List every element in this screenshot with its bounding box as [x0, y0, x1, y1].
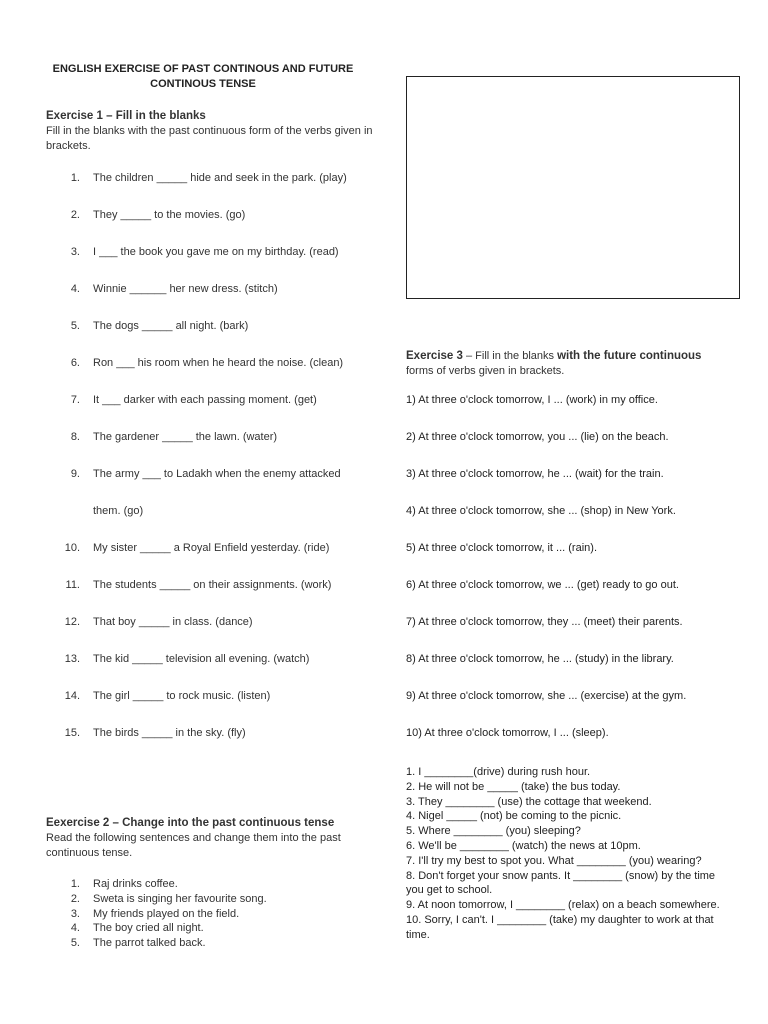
- item-text: They _____ to the movies. (go): [93, 209, 246, 221]
- item-text: Winnie ______ her new dress. (stitch): [93, 283, 278, 295]
- list-item: [46, 652, 376, 689]
- item-number: 1.: [70, 172, 80, 184]
- item-text: That boy _____ in class. (dance): [93, 616, 253, 628]
- list-item: 7. I'll try my best to spot you. What ________ (you) wearing?: [406, 854, 702, 867]
- list-item: [46, 921, 376, 936]
- item-number: 4.: [70, 922, 80, 935]
- item-number: 5.: [70, 320, 80, 332]
- list-item: 7) At three o'clock tomorrow, they ... (meet) their parents.: [406, 616, 683, 628]
- item-text: My sister _____ a Royal Enfield yesterday. (ride): [93, 542, 330, 554]
- item-text: The girl _____ to rock music. (listen): [93, 690, 271, 702]
- exercise3-header: [406, 349, 736, 379]
- item-text: The gardener _____ the lawn. (water): [93, 431, 278, 443]
- item-number: 12.: [64, 616, 80, 628]
- list-item: 4. Nigel _____ (not) be coming to the picnic.: [406, 810, 622, 823]
- list-item: 8. Don't forget your snow pants. It ________ (snow) by the time you get to school.: [406, 869, 716, 897]
- item-number: 13.: [64, 653, 80, 665]
- item-text: The kid _____ television all evening. (watch): [93, 653, 310, 665]
- list-item: 9. At noon tomorrow, I ________ (relax) on a beach somewhere.: [406, 899, 720, 912]
- item-text: The army ___ to Ladakh when the enemy attacked: [93, 468, 341, 480]
- item-number: 5.: [70, 937, 80, 950]
- item-number: 3.: [70, 246, 80, 258]
- list-item: 5) At three o'clock tomorrow, it ... (rain).: [406, 542, 597, 554]
- list-item: [46, 726, 376, 763]
- exercise2-header: [46, 816, 366, 861]
- list-item: 2. He will not be _____ (take) the bus today.: [406, 780, 621, 793]
- item-text: Raj drinks coffee.: [93, 878, 178, 890]
- item-number: 15.: [64, 727, 80, 739]
- item-text: The children _____ hide and seek in the park. (play): [93, 172, 347, 184]
- item-text: The dogs _____ all night. (bark): [93, 320, 249, 332]
- exercise3-list: [406, 393, 746, 763]
- list-item: 9) At three o'clock tomorrow, she ... (exercise) at the gym.: [406, 690, 687, 702]
- item-number: 3.: [70, 907, 80, 920]
- list-item: 3) At three o'clock tomorrow, he ... (wait) for the train.: [406, 468, 664, 480]
- list-item: [46, 877, 376, 892]
- exercise3-heading-bold: with the future continuous: [557, 350, 702, 362]
- item-number: 10.: [64, 542, 80, 554]
- item-number: 6.: [70, 357, 80, 369]
- image-placeholder-box: [406, 76, 740, 299]
- list-item: [46, 578, 376, 615]
- item-number: 11.: [65, 579, 80, 591]
- list-item: 1) At three o'clock tomorrow, I ... (work) in my office.: [406, 394, 658, 406]
- list-item: [46, 689, 376, 726]
- exercise3-heading-rest: forms of verbs given in brackets.: [406, 365, 565, 377]
- list-item: 6. We'll be ________ (watch) the news at 10pm.: [406, 839, 641, 852]
- list-item: 8) At three o'clock tomorrow, he ... (study) in the library.: [406, 653, 674, 665]
- list-item: [46, 615, 376, 652]
- list-item: 6) At three o'clock tomorrow, we ... (get) ready to go out.: [406, 579, 679, 591]
- item-text: The boy cried all night.: [93, 922, 204, 935]
- item-number: 14.: [64, 690, 80, 702]
- list-item: 2) At three o'clock tomorrow, you ... (lie) on the beach.: [406, 431, 669, 443]
- exercise1-list: [46, 171, 376, 763]
- list-item: [46, 504, 376, 541]
- list-item: 1. I ________(drive) during rush hour.: [406, 766, 591, 778]
- exercise4-list: [406, 765, 728, 943]
- item-text: My friends played on the field.: [93, 907, 240, 920]
- list-item: [46, 467, 376, 504]
- item-text: Sweta is singing her favourite song.: [93, 892, 267, 905]
- item-text: them. (go): [93, 505, 144, 517]
- exercise3-heading-mid: – Fill in the blanks: [462, 350, 558, 362]
- list-item: [46, 282, 376, 319]
- list-item: [46, 245, 376, 282]
- list-item: 4) At three o'clock tomorrow, she ... (shop) in New York.: [406, 505, 676, 517]
- list-item: [46, 356, 376, 393]
- exercise1-instructions: Fill in the blanks with the past continuous form of the verbs given in brackets.: [46, 125, 373, 152]
- item-number: 2.: [70, 892, 80, 905]
- exercise1-heading: Exercise 1 – Fill in the blanks: [46, 110, 206, 122]
- list-item: [46, 319, 376, 356]
- item-number: 8.: [70, 431, 80, 443]
- list-item: [46, 907, 376, 922]
- item-number: 2.: [70, 209, 80, 221]
- list-item: [46, 171, 376, 208]
- item-number: 7.: [70, 394, 80, 406]
- exercise2-instructions: Read the following sentences and change them into the past continuous tense.: [46, 832, 341, 859]
- list-item: [46, 208, 376, 245]
- list-item: [46, 541, 376, 578]
- item-text: I ___ the book you gave me on my birthday. (read): [93, 246, 339, 258]
- exercise1-header: [46, 109, 376, 154]
- exercise2-list: [46, 877, 376, 951]
- list-item: 10. Sorry, I can't. I ________ (take) my daughter to work at that time.: [406, 913, 714, 941]
- list-item: [46, 430, 376, 467]
- item-text: The birds _____ in the sky. (fly): [93, 727, 246, 739]
- item-text: The students _____ on their assignments. (work): [93, 579, 332, 591]
- item-text: Ron ___ his room when he heard the noise. (clean): [93, 357, 344, 369]
- item-text: The parrot talked back.: [93, 937, 206, 950]
- item-number: 1.: [70, 878, 80, 890]
- list-item: [46, 936, 376, 951]
- list-item: 10) At three o'clock tomorrow, I ... (sleep).: [406, 727, 609, 739]
- item-number: 4.: [70, 283, 80, 295]
- list-item: [46, 892, 376, 907]
- list-item: 3. They ________ (use) the cottage that weekend.: [406, 795, 652, 808]
- exercise3-heading-label: Exercise 3: [406, 350, 463, 362]
- page-title: ENGLISH EXERCISE OF PAST CONTINOUS AND FUTURE CONTINOUS TENSE: [52, 63, 354, 90]
- list-item: 5. Where ________ (you) sleeping?: [406, 825, 581, 838]
- exercise2-heading: Eexercise 2 – Change into the past continuous tense: [46, 817, 335, 829]
- item-text: It ___ darker with each passing moment. (get): [93, 394, 317, 406]
- list-item: [46, 393, 376, 430]
- item-number: 9.: [70, 468, 80, 480]
